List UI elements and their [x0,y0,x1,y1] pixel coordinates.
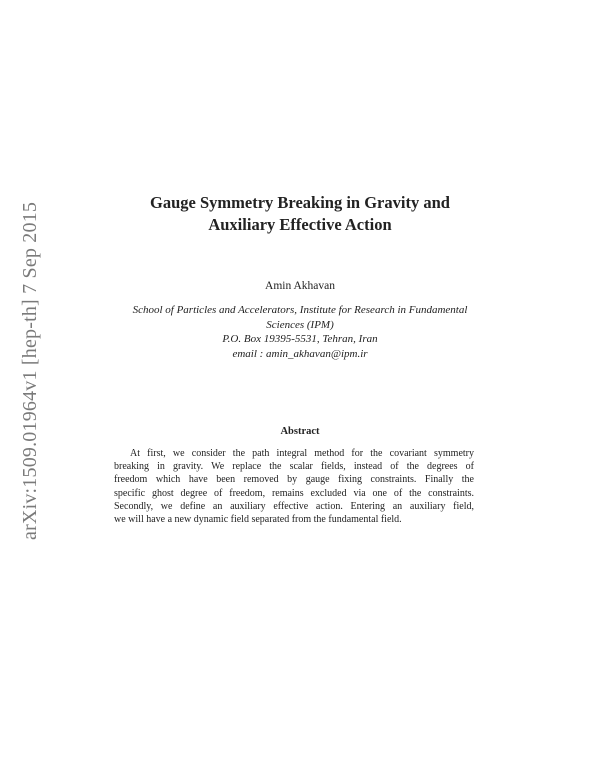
abstract-line: we will have a new dynamic field separated from the fundamental field. [114,514,402,526]
affiliation-address: P.O. Box 19395-5531, Tehran, Iran [222,333,378,345]
author-email: email : amin_akhavan@ipm.ir [232,347,368,360]
author-name: Amin Akhavan [265,280,335,292]
paper-title-line-2: Auxiliary Effective Action [208,215,392,234]
paper-title-line-1: Gauge Symmetry Breaking in Gravity and [150,193,450,212]
affiliation-line-2: Sciences (IPM) [266,318,334,331]
abstract-text [114,447,474,526]
abstract-line: freedom which have been removed by gauge fixing constraints. Finally the [114,474,474,486]
abstract-line: specific ghost degree of freedom, remains excluded via one of the constraints. [114,487,474,499]
abstract-line: At first, we consider the path integral method for the covariant symmetry [130,448,474,459]
author-affiliation [70,303,530,361]
paper-title [60,192,540,236]
abstract-line: breaking in gravity. We replace the scalar fields, instead of the degrees of [114,461,474,473]
abstract-heading: Abstract [280,426,320,437]
arxiv-identifier-stamp: arXiv:1509.01964v1 [hep-th] 7 Sep 2015 [19,201,41,540]
affiliation-line-1: School of Particles and Accelerators, Institute for Research in Fundamental [132,304,468,316]
abstract-line: Secondly, we define an auxiliary effective action. Entering an auxiliary field, [114,500,474,512]
